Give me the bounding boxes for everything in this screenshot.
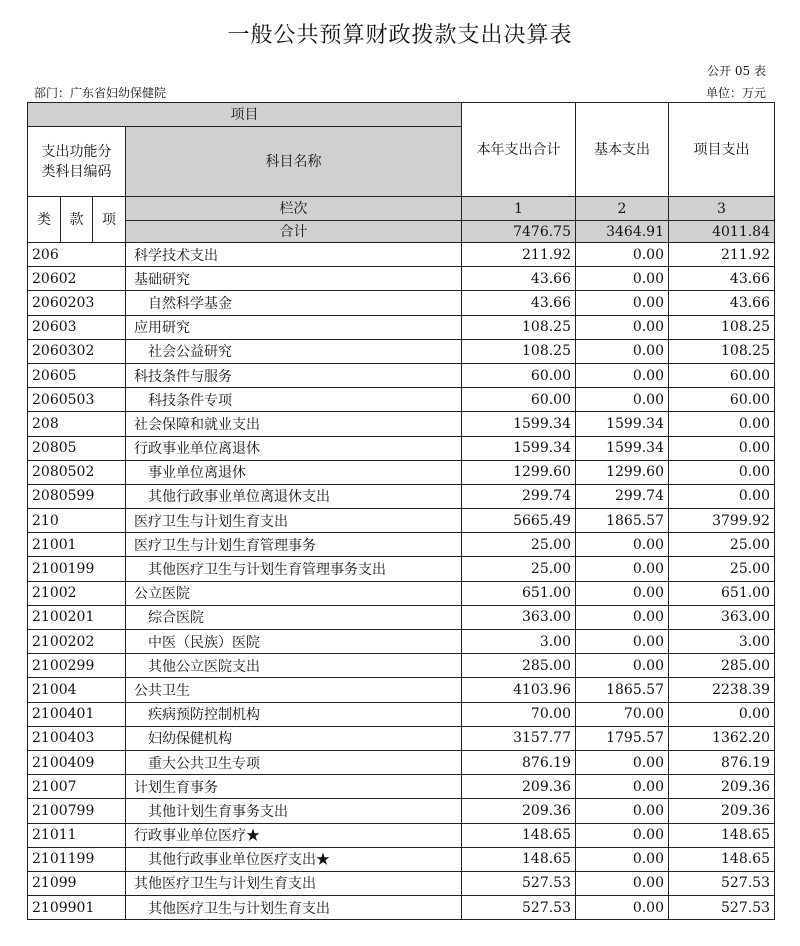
row-total: 25.00 — [462, 557, 576, 581]
row-code: 2100409 — [28, 750, 126, 774]
row-subject-name: 社会保障和就业支出 — [126, 412, 462, 436]
row-code: 2101199 — [28, 847, 126, 871]
row-total: 3.00 — [462, 630, 576, 654]
row-code: 21001 — [28, 533, 126, 557]
table-row — [28, 509, 775, 533]
row-code: 21011 — [28, 823, 126, 847]
row-project: 0.00 — [669, 702, 775, 726]
table-row — [28, 605, 775, 629]
total-row-total: 7476.75 — [462, 221, 576, 243]
header-total: 本年支出合计 — [462, 103, 576, 197]
row-basic: 0.00 — [576, 581, 669, 605]
row-code: 21007 — [28, 775, 126, 799]
table-row — [28, 339, 775, 363]
table-body — [28, 243, 775, 920]
row-subject-name: 事业单位离退休 — [126, 460, 462, 484]
header-func-code: 支出功能分类科目编码 — [28, 127, 126, 197]
row-project: 0.00 — [669, 412, 775, 436]
row-code: 2060203 — [28, 291, 126, 315]
row-code: 2100199 — [28, 557, 126, 581]
row-code: 2080599 — [28, 484, 126, 508]
row-subject-name: 基础研究 — [126, 267, 462, 291]
table-row — [28, 750, 775, 774]
page-title: 一般公共预算财政拨款支出决算表 — [227, 23, 573, 48]
row-project: 60.00 — [669, 388, 775, 412]
table-row — [28, 823, 775, 847]
table-row — [28, 726, 775, 750]
row-code: 20805 — [28, 436, 126, 460]
header-lanci: 栏次 — [126, 197, 462, 221]
row-total: 60.00 — [462, 388, 576, 412]
col-index-3: 3 — [669, 197, 775, 221]
row-basic: 0.00 — [576, 896, 669, 920]
row-basic: 1599.34 — [576, 412, 669, 436]
row-subject-name: 妇幼保健机构 — [126, 726, 462, 750]
row-total: 651.00 — [462, 581, 576, 605]
row-project: 527.53 — [669, 896, 775, 920]
row-project: 148.65 — [669, 823, 775, 847]
row-subject-name: 综合医院 — [126, 605, 462, 629]
row-project: 285.00 — [669, 654, 775, 678]
row-project: 363.00 — [669, 605, 775, 629]
row-project: 209.36 — [669, 775, 775, 799]
total-row-project: 4011.84 — [669, 221, 775, 243]
row-code: 21099 — [28, 871, 126, 895]
department-label: 部门：广东省妇幼保健院 — [34, 86, 167, 100]
row-basic: 0.00 — [576, 315, 669, 339]
row-project: 209.36 — [669, 799, 775, 823]
row-basic: 0.00 — [576, 291, 669, 315]
row-code: 2100202 — [28, 630, 126, 654]
row-project: 0.00 — [669, 436, 775, 460]
unit-label: 单位：万元 — [705, 86, 766, 100]
table-row — [28, 557, 775, 581]
row-total: 876.19 — [462, 750, 576, 774]
row-subject-name: 其他医疗卫生与计划生育支出 — [126, 871, 462, 895]
row-subject-name: 中医（民族）医院 — [126, 630, 462, 654]
row-subject-name: 疾病预防控制机构 — [126, 702, 462, 726]
row-subject-name: 计划生育事务 — [126, 775, 462, 799]
row-total: 108.25 — [462, 315, 576, 339]
row-total: 60.00 — [462, 363, 576, 387]
table-row — [28, 291, 775, 315]
row-project: 43.66 — [669, 267, 775, 291]
row-subject-name: 其他医疗卫生与计划生育管理事务支出 — [126, 557, 462, 581]
expenditure-table — [27, 102, 775, 920]
row-total: 3157.77 — [462, 726, 576, 750]
row-code: 2100799 — [28, 799, 126, 823]
table-row — [28, 654, 775, 678]
row-basic: 0.00 — [576, 388, 669, 412]
table-row — [28, 436, 775, 460]
row-code: 21004 — [28, 678, 126, 702]
row-project: 2238.39 — [669, 678, 775, 702]
row-basic: 70.00 — [576, 702, 669, 726]
total-row-basic: 3464.91 — [576, 221, 669, 243]
row-total: 25.00 — [462, 533, 576, 557]
table-row — [28, 412, 775, 436]
row-basic: 0.00 — [576, 750, 669, 774]
row-code: 2100401 — [28, 702, 126, 726]
row-subject-name: 公共卫生 — [126, 678, 462, 702]
header-project: 项目 — [28, 103, 462, 127]
row-basic: 1299.60 — [576, 460, 669, 484]
table-row — [28, 896, 775, 920]
table-row — [28, 702, 775, 726]
header-subject-name: 科目名称 — [126, 127, 462, 197]
row-project: 148.65 — [669, 847, 775, 871]
row-basic: 1865.57 — [576, 509, 669, 533]
table-row — [28, 363, 775, 387]
row-total: 70.00 — [462, 702, 576, 726]
row-project: 1362.20 — [669, 726, 775, 750]
row-subject-name: 其他行政事业单位离退休支出 — [126, 484, 462, 508]
row-subject-name: 科学技术支出 — [126, 243, 462, 267]
row-code: 2100299 — [28, 654, 126, 678]
row-total: 527.53 — [462, 871, 576, 895]
row-basic: 0.00 — [576, 799, 669, 823]
table-row — [28, 484, 775, 508]
row-total: 148.65 — [462, 823, 576, 847]
row-code: 210 — [28, 509, 126, 533]
row-project: 43.66 — [669, 291, 775, 315]
row-total: 285.00 — [462, 654, 576, 678]
col-index-2: 2 — [576, 197, 669, 221]
table-row — [28, 460, 775, 484]
header-basic: 基本支出 — [576, 103, 669, 197]
row-total: 4103.96 — [462, 678, 576, 702]
row-code: 2109901 — [28, 896, 126, 920]
row-subject-name: 科技条件与服务 — [126, 363, 462, 387]
row-subject-name: 社会公益研究 — [126, 339, 462, 363]
row-code: 208 — [28, 412, 126, 436]
row-project: 25.00 — [669, 557, 775, 581]
total-row-label: 合计 — [126, 221, 462, 243]
row-basic: 0.00 — [576, 243, 669, 267]
row-basic: 0.00 — [576, 557, 669, 581]
row-basic: 0.00 — [576, 339, 669, 363]
table-row — [28, 243, 775, 267]
row-project: 876.19 — [669, 750, 775, 774]
row-project: 3799.92 — [669, 509, 775, 533]
row-basic: 0.00 — [576, 630, 669, 654]
row-code: 20605 — [28, 363, 126, 387]
row-total: 108.25 — [462, 339, 576, 363]
row-total: 363.00 — [462, 605, 576, 629]
row-subject-name: 自然科学基金 — [126, 291, 462, 315]
row-project: 211.92 — [669, 243, 775, 267]
row-basic: 0.00 — [576, 823, 669, 847]
row-subject-name: 医疗卫生与计划生育管理事务 — [126, 533, 462, 557]
row-basic: 0.00 — [576, 847, 669, 871]
table-row — [28, 847, 775, 871]
table-row — [28, 871, 775, 895]
table-row — [28, 388, 775, 412]
row-total: 43.66 — [462, 267, 576, 291]
row-total: 527.53 — [462, 896, 576, 920]
row-total: 211.92 — [462, 243, 576, 267]
row-basic: 299.74 — [576, 484, 669, 508]
row-code: 206 — [28, 243, 126, 267]
header-lei: 类 — [28, 197, 61, 243]
row-project: 108.25 — [669, 315, 775, 339]
row-basic: 1599.34 — [576, 436, 669, 460]
row-total: 1299.60 — [462, 460, 576, 484]
table-row — [28, 533, 775, 557]
row-total: 43.66 — [462, 291, 576, 315]
row-project: 3.00 — [669, 630, 775, 654]
row-total: 209.36 — [462, 775, 576, 799]
col-index-1: 1 — [462, 197, 576, 221]
row-code: 21002 — [28, 581, 126, 605]
row-code: 2100403 — [28, 726, 126, 750]
row-project: 108.25 — [669, 339, 775, 363]
row-basic: 1795.57 — [576, 726, 669, 750]
row-project: 25.00 — [669, 533, 775, 557]
row-subject-name: 其他行政事业单位医疗支出★ — [126, 847, 462, 871]
row-project: 651.00 — [669, 581, 775, 605]
row-code: 2080502 — [28, 460, 126, 484]
table-row — [28, 799, 775, 823]
row-subject-name: 应用研究 — [126, 315, 462, 339]
table-row — [28, 315, 775, 339]
row-total: 5665.49 — [462, 509, 576, 533]
row-project: 0.00 — [669, 460, 775, 484]
row-total: 1599.34 — [462, 436, 576, 460]
row-code: 2100201 — [28, 605, 126, 629]
header-xiang: 项 — [93, 197, 126, 243]
row-basic: 0.00 — [576, 363, 669, 387]
header-kuan: 款 — [61, 197, 93, 243]
table-row — [28, 630, 775, 654]
row-basic: 0.00 — [576, 775, 669, 799]
row-project: 527.53 — [669, 871, 775, 895]
row-subject-name: 重大公共卫生专项 — [126, 750, 462, 774]
row-total: 148.65 — [462, 847, 576, 871]
row-subject-name: 科技条件专项 — [126, 388, 462, 412]
row-code: 20603 — [28, 315, 126, 339]
row-code: 2060302 — [28, 339, 126, 363]
header-project-expense: 项目支出 — [669, 103, 775, 197]
row-basic: 0.00 — [576, 871, 669, 895]
row-subject-name: 行政事业单位离退休 — [126, 436, 462, 460]
row-basic: 0.00 — [576, 533, 669, 557]
row-total: 1599.34 — [462, 412, 576, 436]
table-row — [28, 775, 775, 799]
row-code: 20602 — [28, 267, 126, 291]
row-basic: 0.00 — [576, 267, 669, 291]
row-subject-name: 其他计划生育事务支出 — [126, 799, 462, 823]
table-row — [28, 267, 775, 291]
row-project: 0.00 — [669, 484, 775, 508]
row-subject-name: 医疗卫生与计划生育支出 — [126, 509, 462, 533]
row-basic: 1865.57 — [576, 678, 669, 702]
table-row — [28, 678, 775, 702]
form-number: 公开 05 表 — [707, 64, 766, 78]
row-subject-name: 行政事业单位医疗★ — [126, 823, 462, 847]
row-basic: 0.00 — [576, 605, 669, 629]
row-code: 2060503 — [28, 388, 126, 412]
row-total: 209.36 — [462, 799, 576, 823]
row-subject-name: 其他医疗卫生与计划生育支出 — [126, 896, 462, 920]
row-total: 299.74 — [462, 484, 576, 508]
row-subject-name: 公立医院 — [126, 581, 462, 605]
row-subject-name: 其他公立医院支出 — [126, 654, 462, 678]
row-basic: 0.00 — [576, 654, 669, 678]
table-row — [28, 581, 775, 605]
row-project: 60.00 — [669, 363, 775, 387]
